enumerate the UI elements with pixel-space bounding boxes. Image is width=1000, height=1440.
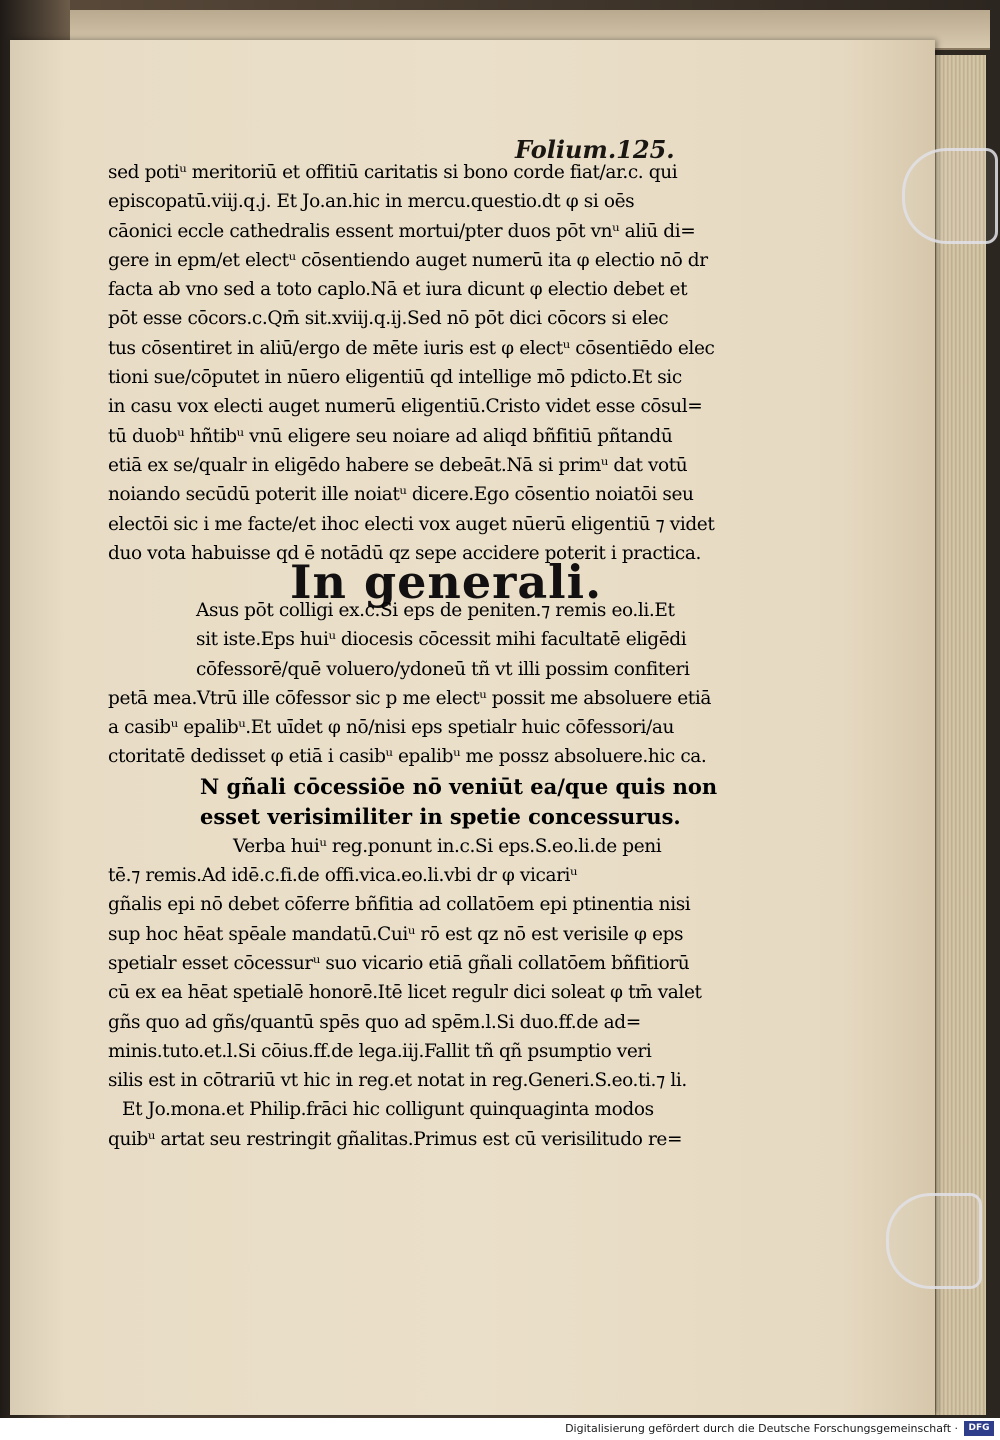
text-line: minis.tuto.et.l.Si cōius.ff.de lega.iij.Fallit tñ qñ psumptio veri: [108, 1040, 652, 1062]
text-line: Verba huiᵘ reg.ponunt in.c.Si eps.S.eo.li.de peni: [233, 835, 662, 857]
text-line: Et Jo.mona.et Philip.frāci hic colligunt quinquaginta modos: [122, 1099, 654, 1121]
text-line: cōfessorē/quē voluero/ydoneū tñ vt illi possim confiteri: [196, 658, 690, 680]
text-line: tē.⁊ remis.Ad idē.c.fi.de offi.vica.eo.li.vbi dr φ vicariᵘ: [108, 865, 578, 887]
rule-text-line: esset verisimiliter in spetie concessurus.: [200, 803, 681, 829]
text-line: spetialr esset cōcessurᵘ suo vicario etiā gñali collatōem bñfitiorū: [108, 952, 690, 974]
text-line: tioni sue/cōputet in nūero eligentiū qd intellige mō pdicto.Et sic: [108, 367, 682, 389]
text-line: episcopatū.viij.q.j. Et Jo.an.hic in mercu.questio.dt φ si oēs: [108, 191, 635, 213]
text-block-2: [108, 596, 717, 1154]
text-line: tus cōsentiret in aliū/ergo de mēte iuris est φ electᵘ cōsentiēdo elec: [108, 337, 715, 359]
text-line: etiā ex se/qualr in eligēdo habere se debeāt.Nā si primᵘ dat votū: [108, 454, 688, 476]
text-line: ctoritatē dedisset φ etiā i casibᵘ epalibᵘ me possz absoluere.hic ca.: [108, 746, 707, 768]
text-line: gere in epm/et electᵘ cōsentiendo auget numerū ita φ electio nō dr: [108, 249, 708, 271]
text-line: cū ex ea hēat spetialē honorē.Itē licet regulr dici soleat φ tm̄ valet: [108, 982, 702, 1004]
page-clip-top: [902, 148, 998, 244]
folio-number: Folium.125.: [515, 135, 675, 164]
text-line: Asus pōt colligi ex.c.Si eps de peniten.⁊ remis eo.li.Et: [196, 600, 675, 621]
page-clip-bottom: [886, 1193, 982, 1289]
text-line: sit iste.Eps huiᵘ diocesis cōcessit mihi facultatē eligēdi: [196, 629, 687, 651]
text-line: noiando secūdū poterit ille noiatᵘ dicere.Ego cōsentio noiatōi seu: [108, 484, 694, 506]
text-line: electōi sic i me facte/et ihoc electi vox auget nūerū eligentiū ⁊ videt: [108, 513, 715, 535]
dfg-logo-icon: DFG: [964, 1421, 994, 1436]
footer-bar: [0, 1418, 1000, 1440]
text-line: pōt esse cōcors.c.Qm̄ sit.xviij.q.ij.Sed nō pōt dici cōcors si elec: [108, 308, 669, 330]
text-line: a casibᵘ epalibᵘ.Et uīdet φ nō/nisi eps spetialr huic cōfessori/au: [108, 717, 674, 739]
text-line: petā mea.Vtrū ille cōfessor sic p me electᵘ possit me absoluere etiā: [108, 687, 711, 709]
text-line: quibᵘ artat seu restringit gñalitas.Primus est cū verisilitudo re=: [108, 1128, 683, 1150]
text-line: tū duobᵘ hñtibᵘ vnū eligere seu noiare ad aliqd bñfitiū pñtandū: [108, 425, 673, 447]
text-line: silis est in cōtrariū vt hic in reg.et notat in reg.Generi.S.eo.ti.⁊ li.: [108, 1070, 687, 1092]
text-block-1: [108, 158, 714, 568]
text-line: gñs quo ad gñs/quantū spēs quo ad spēm.l.Si duo.ff.de ad=: [108, 1011, 641, 1033]
rule-text-line: N gñali cōcessiōe nō veniūt ea/que quis non: [200, 773, 718, 799]
text-line: cāonici eccle cathedralis essent mortui/pter duos pōt vnᵘ aliū di=: [108, 220, 696, 242]
section-heading: In generali.: [290, 555, 603, 609]
text-line: in casu vox electi auget numerū eligentiū.Cristo videt esse cōsul=: [108, 396, 703, 418]
funding-credit: Digitalisierung gefördert durch die Deutsche Forschungsgemeinschaft ·: [565, 1422, 958, 1435]
text-line: sup hoc hēat spēale mandatū.Cuiᵘ rō est qz nō est verisile φ eps: [108, 923, 684, 945]
text-line: gñalis epi nō debet cōferre bñfitia ad collatōem epi ptinentia nisi: [108, 894, 691, 916]
text-line: duo vota habuisse qd ē notādū qz sepe accidere poterit i practica.: [108, 542, 701, 564]
text-line: sed potiᵘ meritoriū et offitiū caritatis si bono corde fiat/ar.c. qui: [108, 162, 678, 183]
text-line: facta ab vno sed a toto caplo.Nā et iura dicunt φ electio debet et: [108, 279, 688, 301]
